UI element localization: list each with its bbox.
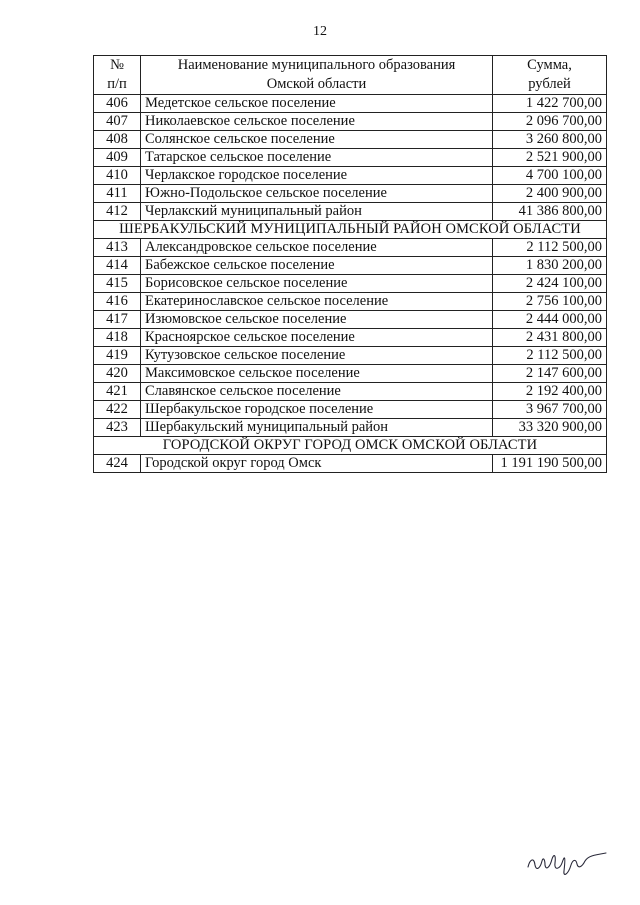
table-row xyxy=(94,95,607,113)
row-number: 411 xyxy=(94,185,141,203)
row-name: Черлакское городское поселение xyxy=(141,167,493,185)
header-name xyxy=(141,56,493,95)
row-number: 412 xyxy=(94,203,141,221)
row-number: 422 xyxy=(94,401,141,419)
row-sum: 1 422 700,00 xyxy=(493,95,607,113)
row-number: 407 xyxy=(94,113,141,131)
table-row xyxy=(94,257,607,275)
row-sum: 33 320 900,00 xyxy=(493,419,607,437)
table-row xyxy=(94,311,607,329)
table-row xyxy=(94,275,607,293)
row-sum: 2 112 500,00 xyxy=(493,239,607,257)
row-name: Шербакульский муниципальный район xyxy=(141,419,493,437)
row-sum: 2 096 700,00 xyxy=(493,113,607,131)
row-number: 409 xyxy=(94,149,141,167)
row-name: Медетское сельское поселение xyxy=(141,95,493,113)
row-sum: 3 260 800,00 xyxy=(493,131,607,149)
header-number xyxy=(94,56,141,95)
table-row xyxy=(94,293,607,311)
table-row xyxy=(94,239,607,257)
row-number: 406 xyxy=(94,95,141,113)
row-number: 419 xyxy=(94,347,141,365)
row-name: Борисовское сельское поселение xyxy=(141,275,493,293)
table-row xyxy=(94,149,607,167)
row-number: 413 xyxy=(94,239,141,257)
row-name: Александровское сельское поселение xyxy=(141,239,493,257)
header-sum-line1: Сумма, xyxy=(527,57,572,73)
table-row xyxy=(94,113,607,131)
row-sum: 2 756 100,00 xyxy=(493,293,607,311)
table-row xyxy=(94,383,607,401)
row-name: Красноярское сельское поселение xyxy=(141,329,493,347)
row-sum: 1 830 200,00 xyxy=(493,257,607,275)
row-number: 408 xyxy=(94,131,141,149)
row-sum: 2 521 900,00 xyxy=(493,149,607,167)
row-name: Николаевское сельское поселение xyxy=(141,113,493,131)
table-row xyxy=(94,203,607,221)
row-name: Максимовское сельское поселение xyxy=(141,365,493,383)
table-row xyxy=(94,131,607,149)
handwritten-signature xyxy=(524,841,610,879)
row-name: Шербакульское городское поселение xyxy=(141,401,493,419)
allocation-table xyxy=(93,55,607,473)
header-name-line2: Омской области xyxy=(266,76,367,92)
header-sum-line2: рублей xyxy=(528,76,571,92)
row-sum: 2 444 000,00 xyxy=(493,311,607,329)
row-sum: 2 424 100,00 xyxy=(493,275,607,293)
table-row xyxy=(94,167,607,185)
row-sum: 2 112 500,00 xyxy=(493,347,607,365)
row-number: 418 xyxy=(94,329,141,347)
table-row xyxy=(94,401,607,419)
row-name: Черлакский муниципальный район xyxy=(141,203,493,221)
row-number: 410 xyxy=(94,167,141,185)
row-number: 420 xyxy=(94,365,141,383)
row-name: Татарское сельское поселение xyxy=(141,149,493,167)
row-name: Екатеринославское сельское поселение xyxy=(141,293,493,311)
row-name: Кутузовское сельское поселение xyxy=(141,347,493,365)
row-number: 414 xyxy=(94,257,141,275)
row-number: 415 xyxy=(94,275,141,293)
row-sum: 2 147 600,00 xyxy=(493,365,607,383)
row-number: 421 xyxy=(94,383,141,401)
section-row xyxy=(94,221,607,239)
row-name: Городской округ город Омск xyxy=(141,455,493,473)
row-sum: 1 191 190 500,00 xyxy=(493,455,607,473)
row-name: Бабежское сельское поселение xyxy=(141,257,493,275)
table-row xyxy=(94,365,607,383)
row-number: 423 xyxy=(94,419,141,437)
page-number: 12 xyxy=(313,24,327,39)
row-name: Изюмовское сельское поселение xyxy=(141,311,493,329)
table-row xyxy=(94,419,607,437)
table-row xyxy=(94,455,607,473)
row-number: 417 xyxy=(94,311,141,329)
header-number-line2: п/п xyxy=(107,76,127,92)
row-name: Славянское сельское поселение xyxy=(141,383,493,401)
section-heading: ШЕРБАКУЛЬСКИЙ МУНИЦИПАЛЬНЫЙ РАЙОН ОМСКОЙ ОБЛАСТИ xyxy=(94,221,607,239)
header-sum xyxy=(493,56,607,95)
row-sum: 2 400 900,00 xyxy=(493,185,607,203)
row-sum: 2 431 800,00 xyxy=(493,329,607,347)
row-sum: 41 386 800,00 xyxy=(493,203,607,221)
table-row xyxy=(94,185,607,203)
table-row xyxy=(94,329,607,347)
row-sum: 2 192 400,00 xyxy=(493,383,607,401)
section-heading: ГОРОДСКОЙ ОКРУГ ГОРОД ОМСК ОМСКОЙ ОБЛАСТИ xyxy=(94,437,607,455)
row-number: 424 xyxy=(94,455,141,473)
table-header-row xyxy=(94,56,607,95)
row-name: Южно-Подольское сельское поселение xyxy=(141,185,493,203)
section-row xyxy=(94,437,607,455)
row-number: 416 xyxy=(94,293,141,311)
table-row xyxy=(94,347,607,365)
row-sum: 4 700 100,00 xyxy=(493,167,607,185)
header-name-line1: Наименование муниципального образования xyxy=(177,57,456,73)
row-name: Солянское сельское поселение xyxy=(141,131,493,149)
header-number-line1: № xyxy=(110,57,124,73)
row-sum: 3 967 700,00 xyxy=(493,401,607,419)
